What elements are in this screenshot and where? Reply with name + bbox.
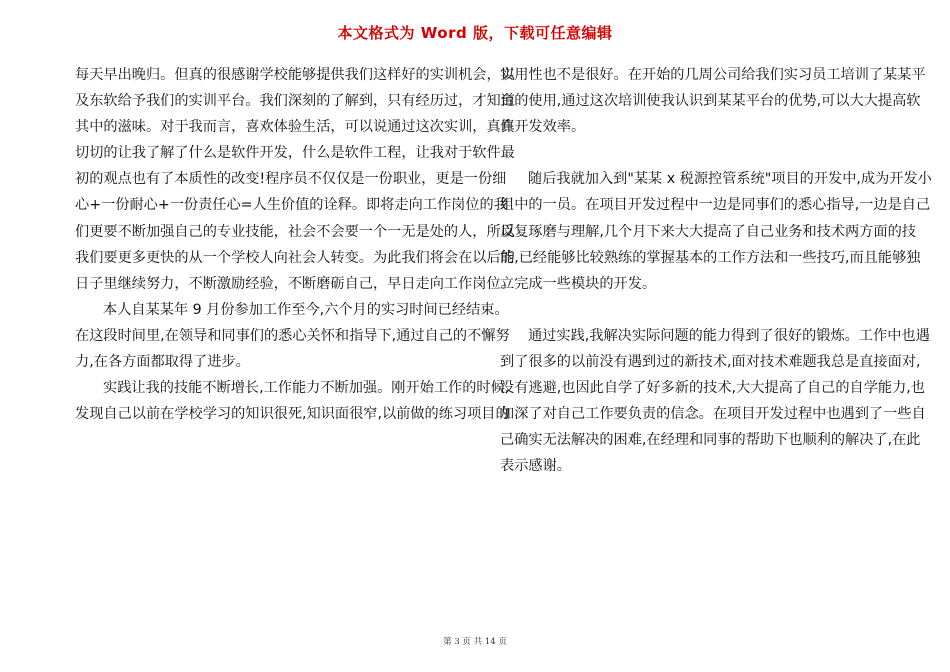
text-line: 到了很多的以前没有遇到过的新技术,面对技术难题我总是直接面对, xyxy=(500,354,921,371)
text-line: 发现自己以前在学校学习的知识很死,知识面很窄,以前做的练习项目的 xyxy=(75,406,510,423)
text-line: 每天早出晚归。但真的很感谢学校能够提供我们这样好的实训机会，以 xyxy=(75,67,515,83)
text-line: 其中的滋味。对于我而言，喜欢体验生活，可以说通过这次实训，真真 xyxy=(75,119,515,136)
text-line: 日子里继续努力，不断激励经验，不断磨砺自己，早日走向工作岗位。 xyxy=(75,275,515,292)
text-line: 台的使用,通过这次培训使我认识到某某平台的优势,可以大大提高软 xyxy=(500,93,921,110)
left-text-column xyxy=(75,62,515,427)
text-line: 我们要更多更快的从一个学校人向社会人转变。为此我们将会在以后的 xyxy=(75,249,515,266)
text-line: 件开发效率。 xyxy=(500,119,586,136)
text-line: 没有逃避,也因此自学了好多新的技术,大大提高了自己的自学能力,也 xyxy=(500,380,925,397)
text-line: 本人自某某年 9 月份参加工作至今,六个月的实习时间已经结束。 xyxy=(103,301,509,318)
page-number-footer: 第 3 页 共 14 页 xyxy=(443,637,507,647)
text-line: 及东软给予我们的实训平台。我们深刻的了解到，只有经历过，才知道 xyxy=(75,93,515,110)
right-text-column xyxy=(500,62,932,480)
text-line: 在这段时间里,在领导和同事们的悉心关怀和指导下,通过自己的不懈努 xyxy=(75,327,510,344)
paragraph-gap xyxy=(500,297,895,323)
text-line: 实践让我的技能不断增长,工作能力不断加强。刚开始工作的时候, xyxy=(103,380,510,397)
text-line: 初的观点也有了本质性的改变!程序员不仅仅是一份职业，更是一份细 xyxy=(75,171,507,188)
text-line: 们更要不断加强自己的专业技能，社会不会要一个一无是处的人，所以 xyxy=(75,223,515,240)
text-line: 组中的一员。在项目开发过程中一边是同事们的悉心指导,一边是自己 xyxy=(500,197,931,214)
text-line: 反复琢磨与理解,几个月下来大大提高了自己业务和技术两方面的技 xyxy=(500,223,916,240)
text-line: 加深了对自己工作要负责的信念。在项目开发过程中也遇到了一些自 xyxy=(500,406,926,423)
text-line: 己确实无法解决的困难,在经理和同事的帮助下也顺利的解决了,在此 xyxy=(500,432,921,449)
text-line: 心+一份耐心+一份责任心=人生价值的诠释。即将走向工作岗位的我 xyxy=(75,197,508,214)
text-line: 随后我就加入到"某某 x 税源控管系统"项目的开发中,成为开发小 xyxy=(528,171,932,188)
text-line: 立完成一些模块的开发。 xyxy=(500,275,657,292)
document-banner: 本文格式为 Word 版，下载可任意编辑 xyxy=(337,24,613,42)
text-line: 切切的让我了解了什么是软件开发，什么是软件工程，让我对于软件最 xyxy=(75,145,515,162)
paragraph-gap xyxy=(500,140,895,166)
text-line: 力,在各方面都取得了进步。 xyxy=(75,354,250,371)
text-line: 通过实践,我解决实际问题的能力得到了很好的锻炼。工作中也遇 xyxy=(528,327,930,344)
text-line: 表示感谢。 xyxy=(500,458,571,475)
text-line: 能,已经能够比较熟练的掌握基本的工作方法和一些技巧,而且能够独 xyxy=(500,249,921,266)
text-line: 实用性也不是很好。在开始的几周公司给我们实习员工培训了某某平 xyxy=(500,67,926,83)
